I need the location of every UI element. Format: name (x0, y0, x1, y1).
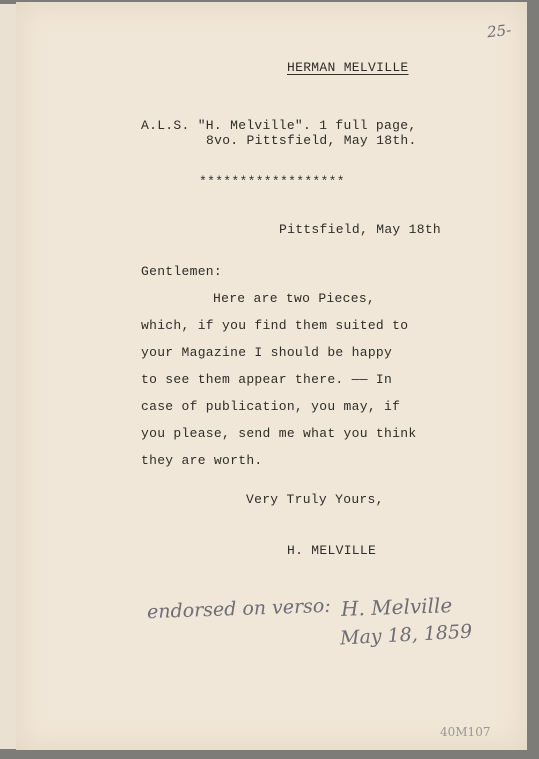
letter-body-line: which, if you find them suited to (141, 318, 409, 333)
letter-body-line: case of publication, you may, if (141, 399, 401, 414)
handwritten-endorsement: endorsed on verso: (146, 594, 332, 624)
separator-asterisks: ****************** (199, 174, 345, 189)
handwritten-name: H. Melville (340, 593, 453, 621)
description-line-1: A.L.S. "H. Melville". 1 full page, (141, 118, 417, 133)
letter-place-date: Pittsfield, May 18th (279, 222, 442, 237)
underlying-page-edge (0, 4, 17, 749)
letter-body-line: they are worth. (141, 453, 263, 468)
document-heading: HERMAN MELVILLE (287, 60, 409, 75)
description-line-2: 8vo. Pittsfield, May 18th. (206, 133, 417, 148)
letter-signature: H. MELVILLE (287, 543, 377, 558)
letter-body-line: to see them appear there. —— In (141, 372, 393, 387)
letter-body-line: you please, send me what you think (141, 426, 417, 441)
letter-salutation: Gentlemen: (141, 264, 223, 279)
letter-body-line: Here are two Pieces, (213, 291, 376, 306)
archive-pencil-mark: 40M107 (440, 725, 491, 739)
letter-body-line: your Magazine I should be happy (141, 345, 393, 360)
handwritten-date: May 18, 1859 (339, 620, 473, 650)
corner-page-number: 25- (486, 20, 513, 42)
document-page (16, 2, 527, 750)
letter-closing: Very Truly Yours, (246, 492, 384, 507)
